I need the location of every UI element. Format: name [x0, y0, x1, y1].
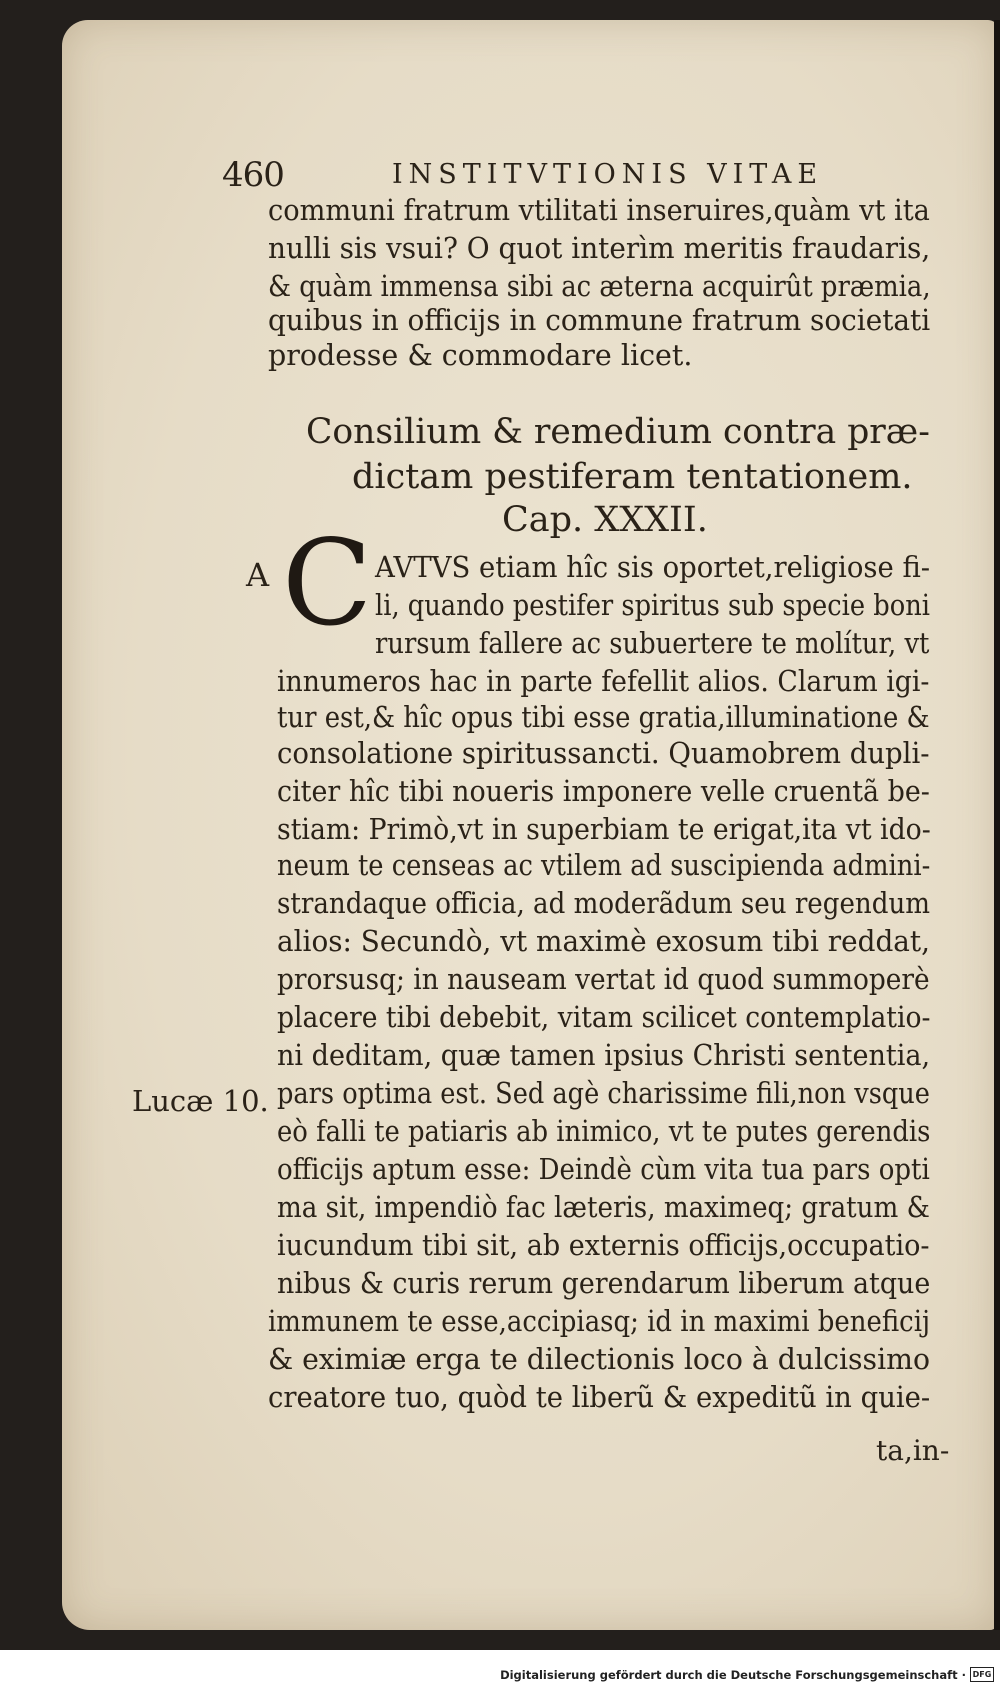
- text-line: quibus in officijs in commune fratrum societati: [268, 304, 931, 337]
- text-line: neum te censeas ac vtilem ad suscipienda admini-: [277, 849, 931, 882]
- page-number: 460: [222, 155, 284, 195]
- text-line: rursum fallere ac subuertere te molítur, vt: [375, 627, 930, 660]
- text-line: alios: Secundò, vt maximè exosum tibi reddat,: [277, 925, 930, 958]
- text-line: strandaque officia, ad moderãdum seu regendum: [277, 887, 931, 920]
- text-line: citer hîc tibi noueris imponere velle cruentã be-: [277, 775, 930, 808]
- text-line: prorsusq; in nauseam vertat id quod summoperè: [277, 963, 930, 996]
- text-line: creatore tuo, quòd te liberũ & expeditũ in quie-: [268, 1381, 931, 1414]
- text-line: officijs aptum esse: Deindè cùm vita tua pars opti: [277, 1153, 930, 1186]
- page-edge-shadow: [994, 20, 1000, 1630]
- text-line: pars optima est. Sed agè charissime fili,non vsque: [277, 1077, 930, 1110]
- running-head: INSTITVTIONIS VITAE: [392, 159, 824, 190]
- page-header: [222, 155, 882, 195]
- chapter-title-line: dictam pestiferam tentationem.: [352, 457, 913, 497]
- text-line: tur est,& hîc opus tibi esse gratia,illuminatione &: [277, 701, 930, 734]
- text-line: innumeros hac in parte fefellit alios. Clarum igi-: [277, 665, 930, 698]
- text-line: iucundum tibi sit, ab externis officijs,occupatio-: [277, 1229, 930, 1262]
- text-line: communi fratrum vtilitati inseruires,quàm vt ita: [268, 194, 930, 227]
- text-line: & quàm immensa sibi ac æterna acquirût præmia,: [268, 270, 931, 303]
- text-line: & eximiæ erga te dilectionis loco à dulcissimo: [268, 1343, 931, 1376]
- dfg-logo: DFG: [970, 1667, 994, 1682]
- text-line: nibus & curis rerum gerendarum liberum atque: [277, 1267, 931, 1300]
- margin-reference-note: Lucæ 10.: [132, 1084, 269, 1118]
- text-line: immunem te esse,accipiasq; id in maximi beneficij: [268, 1305, 931, 1338]
- text-line: nulli sis vsui? O quot interìm meritis fraudaris,: [268, 232, 931, 265]
- drop-cap-initial: C: [282, 514, 373, 652]
- digitization-credit: Digitalisierung gefördert durch die Deutsche Forschungsgemeinschaft ·: [500, 1668, 966, 1682]
- text-line: AVTVS etiam hîc sis oportet,religiose fi-: [375, 551, 931, 584]
- text-line: placere tibi debebit, vitam scilicet contemplatio-: [277, 1001, 931, 1034]
- margin-section-letter: A: [246, 556, 270, 594]
- text-line: stiam: Primò,vt in superbiam te erigat,ita vt ido-: [277, 813, 931, 846]
- chapter-number: Cap. XXXII.: [502, 500, 708, 540]
- catchword: ta,in-: [876, 1434, 950, 1467]
- text-line: ma sit, impendiò fac læteris, maximeq; gratum &: [277, 1191, 930, 1224]
- text-line: consolatione spiritussancti. Quamobrem dupli-: [277, 737, 930, 770]
- chapter-title-line: Consilium & remedium contra præ-: [306, 412, 930, 452]
- text-line: ni deditam, quæ tamen ipsius Christi sententia,: [277, 1039, 931, 1072]
- text-line: li, quando pestifer spiritus sub specie boni: [375, 589, 930, 622]
- text-line: prodesse & commodare licet.: [268, 339, 693, 372]
- text-line: eò falli te patiaris ab inimico, vt te putes gerendis: [277, 1115, 931, 1148]
